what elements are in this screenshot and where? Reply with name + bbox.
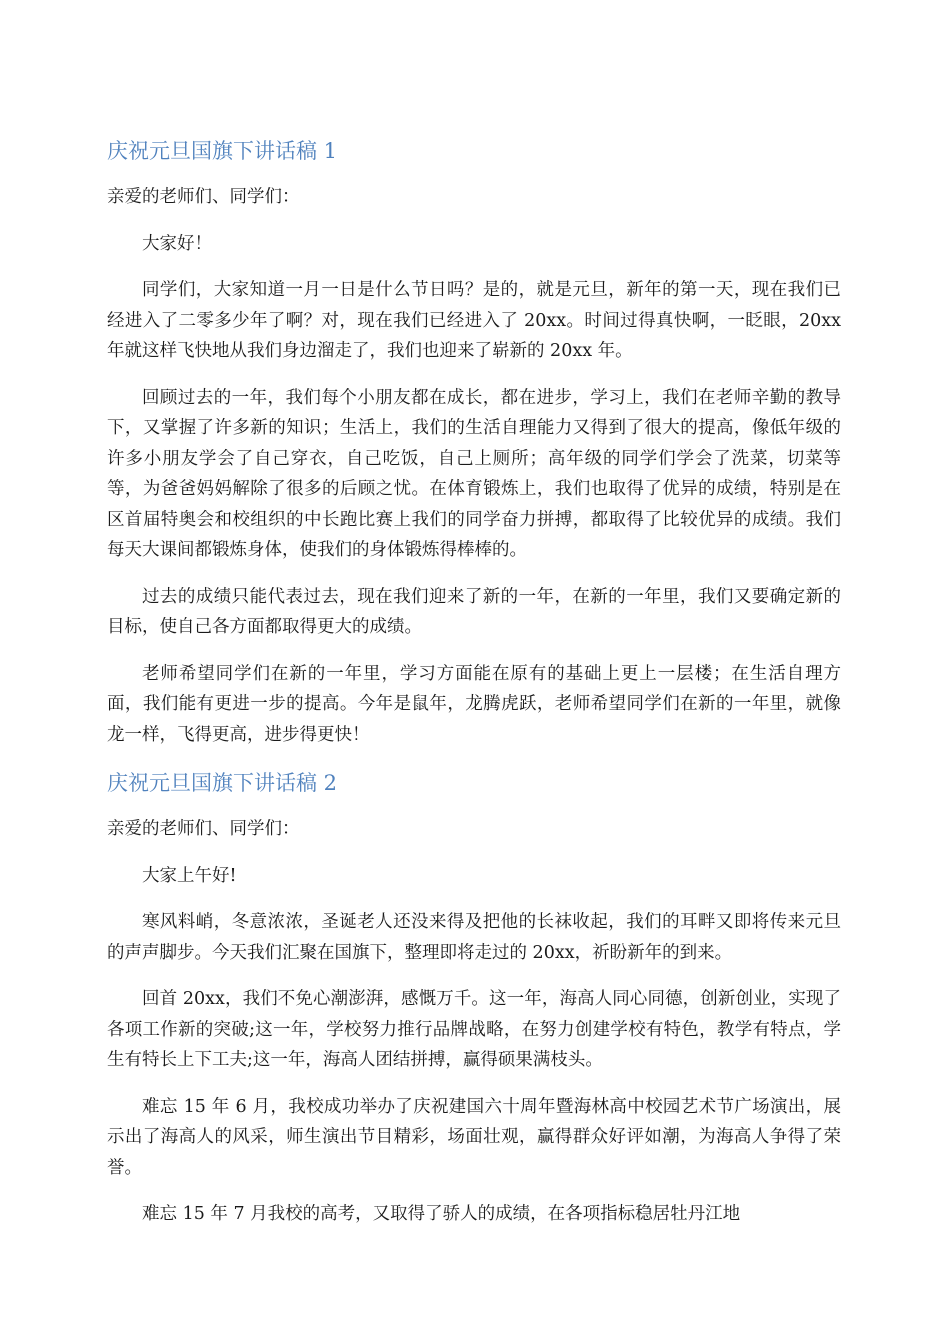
body-paragraph: 难忘 15 年 7 月我校的高考，又取得了骄人的成绩，在各项指标稳居牡丹江地 [142, 1204, 741, 1224]
section-heading: 庆祝元旦国旗下讲话稿 1 [107, 139, 338, 163]
body-paragraph: 同学们，大家知道一月一日是什么节日吗？是的，就是元旦，新年的第一天，现在我们已经进入了二零多少年了啊？对，现在我们已经进入了 20xx。时间过得真快啊，一眨眼，20xx 年就这样飞快地从我们身边溜走了，我们也迎来了崭新的 20xx 年。 [107, 280, 841, 361]
body-paragraph: 寒风料峭，冬意浓浓，圣诞老人还没来得及把他的长袜收起，我们的耳畔又即将传来元旦的声声脚步。今天我们汇聚在国旗下，整理即将走过的 20xx，祈盼新年的到来。 [107, 912, 841, 963]
body-paragraph: 回首 20xx，我们不免心潮澎湃，感慨万千。这一年，海高人同心同德，创新创业，实现了各项工作新的突破;这一年，学校努力推行品牌战略，在努力创建学校有特色，教学有特点，学生有特长上下工夫;这一年，海高人团结拼搏，赢得硕果满枝头。 [107, 989, 841, 1070]
section-heading: 庆祝元旦国旗下讲话稿 2 [107, 771, 338, 795]
speech-section-2 [107, 766, 841, 1230]
body-paragraph: 难忘 15 年 6 月，我校成功举办了庆祝建国六十周年暨海林高中校园艺术节广场演出，展示出了海高人的风采，师生演出节目精彩，场面壮观，赢得群众好评如潮，为海高人争得了荣誉。 [107, 1096, 841, 1178]
salutation: 亲爱的老师们、同学们： [107, 819, 300, 839]
salutation: 亲爱的老师们、同学们： [107, 187, 300, 207]
speech-section-1 [107, 134, 841, 750]
document-body [107, 134, 841, 1246]
body-paragraph: 过去的成绩只能代表过去，现在我们迎来了新的一年，在新的一年里，我们又要确定新的目标，使自己各方面都取得更大的成绩。 [107, 586, 841, 637]
body-paragraph: 回顾过去的一年，我们每个小朋友都在成长，都在进步，学习上，我们在老师辛勤的教导下，又掌握了许多新的知识；生活上，我们的生活自理能力又得到了很大的提高，像低年级的许多小朋友学会了自己穿衣，自己吃饭，自己上厕所；高年级的同学们学会了洗菜，切菜等等，为爸爸妈妈解除了很多的后顾之忧。在体育锻炼上，我们也取得了优异的成绩，特别是在区首届特奥会和校组织的中长跑比赛上我们的同学奋力拼搏，都取得了比较优异的成绩。我们每天大课间都锻炼身体，使我们的身体锻炼得棒棒的。 [107, 387, 841, 560]
greeting: 大家好！ [142, 233, 212, 254]
greeting: 大家上午好! [142, 865, 237, 886]
body-paragraph: 老师希望同学们在新的一年里，学习方面能在原有的基础上更上一层楼；在生活自理方面，我们能有更进一步的提高。今年是鼠年，龙腾虎跃，老师希望同学们在新的一年里，就像龙一样，飞得更高，进步得更快！ [107, 663, 841, 745]
